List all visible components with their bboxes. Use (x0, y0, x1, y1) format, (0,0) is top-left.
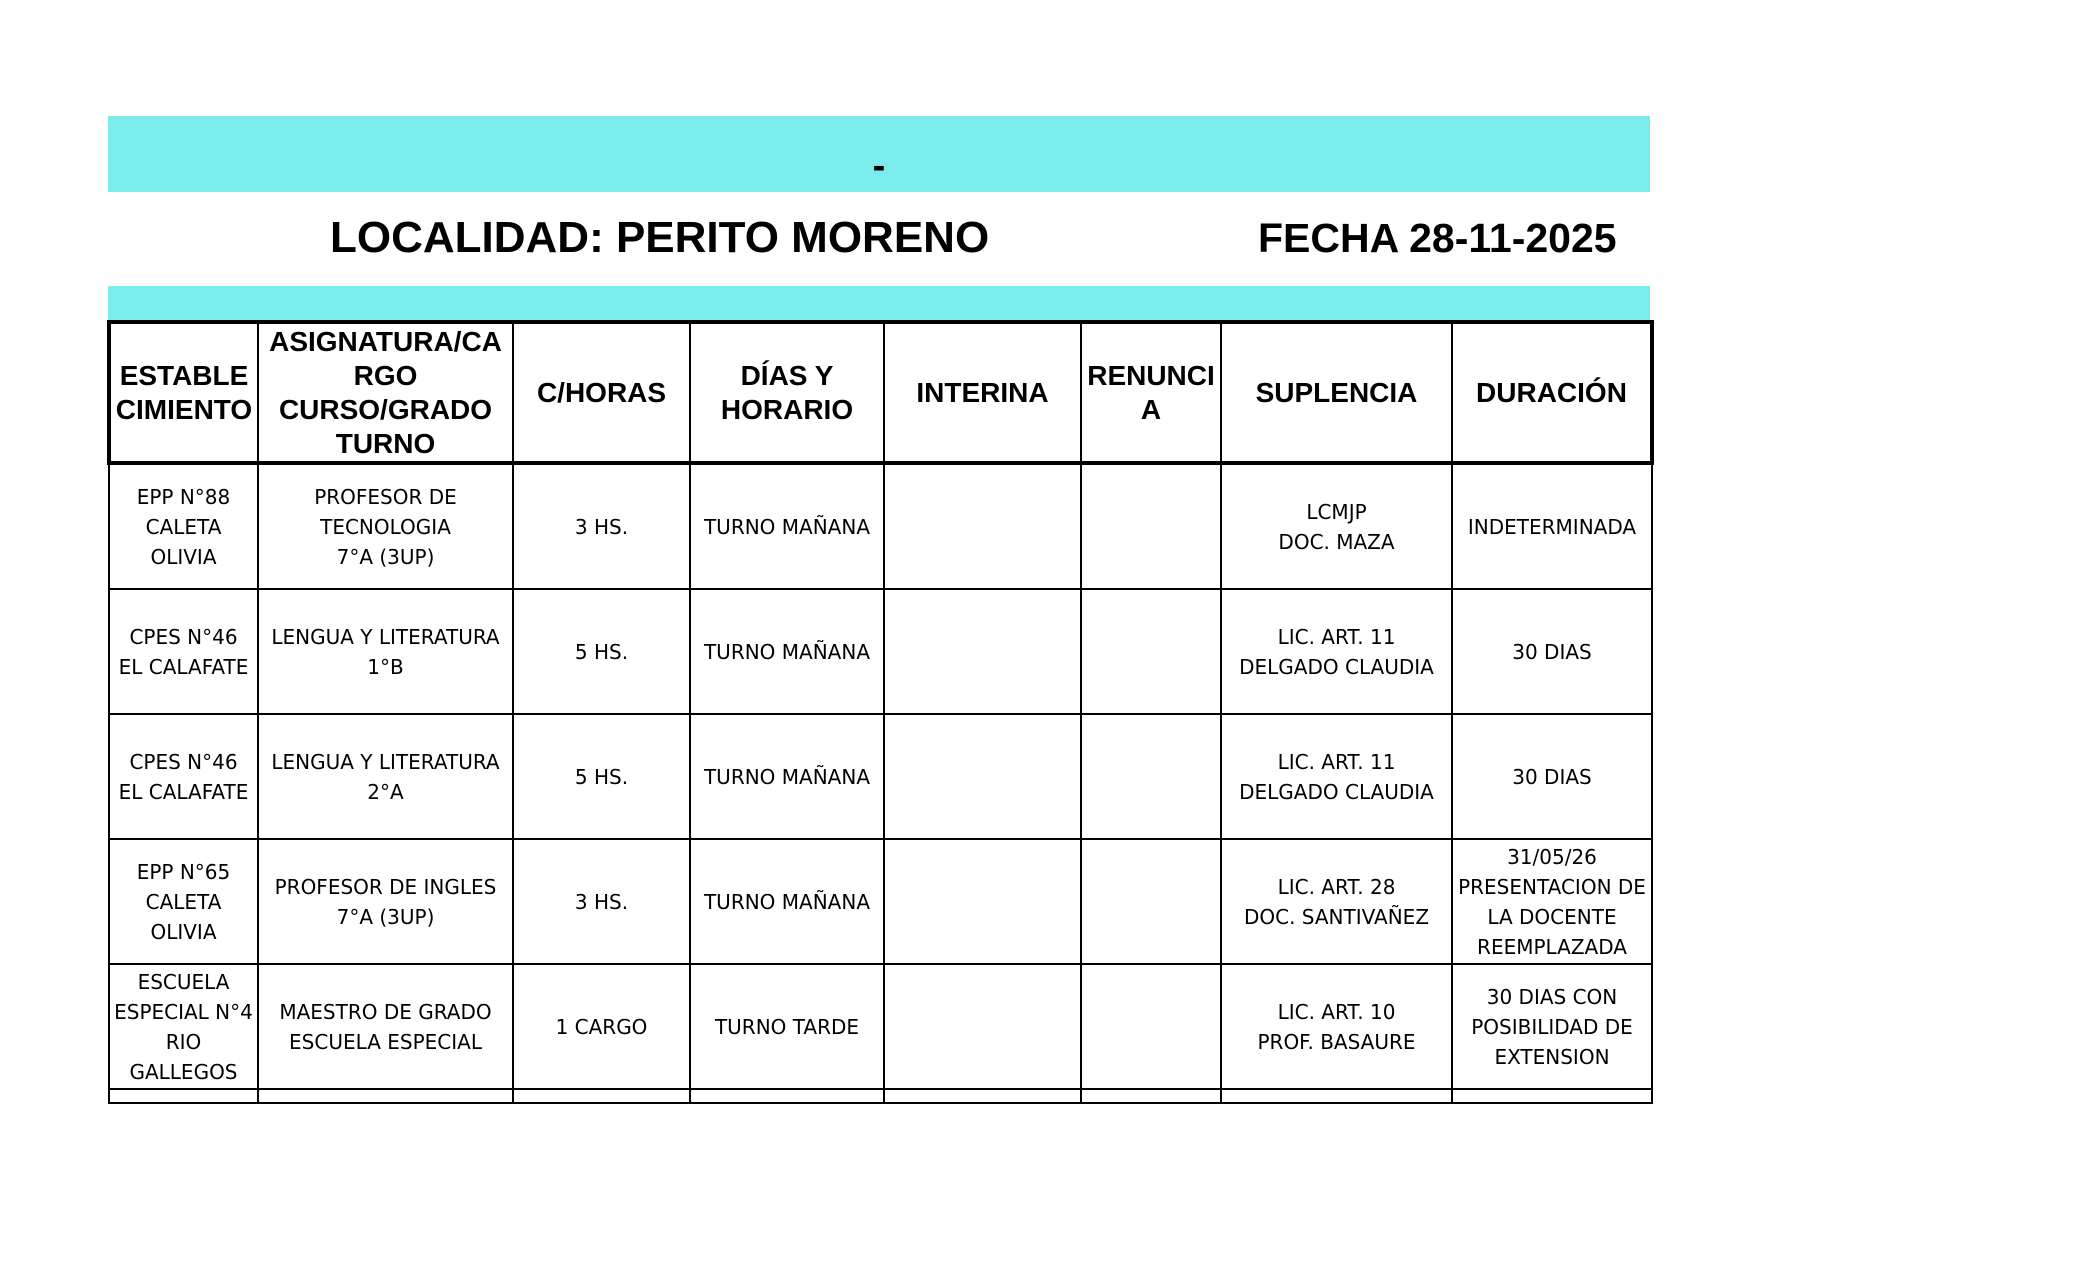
cell-line: PROFESOR DE (314, 484, 457, 509)
column-header-line: CURSO/GRADO (278, 393, 493, 425)
cell-line: LA DOCENTE (1487, 904, 1617, 929)
table-row (109, 589, 1652, 714)
column-header-line: A (1140, 393, 1162, 425)
cell-line: DOC. SANTIVAÑEZ (1243, 904, 1430, 929)
cell-line: TURNO MAÑANA (703, 889, 871, 914)
cell-line: PROF. BASAURE (1257, 1029, 1416, 1054)
column-header-line: C/HORAS (536, 376, 667, 408)
cell-line: ESCUELA (137, 969, 230, 994)
cell-duracion (1452, 463, 1652, 589)
column-header-renuncia (1081, 322, 1221, 463)
column-header-line: ASIGNATURA/CA (269, 325, 502, 357)
cell-establecimiento (109, 839, 258, 964)
cell-line: 7°A (3UP) (336, 904, 435, 929)
cell-renuncia (1081, 714, 1221, 839)
header-band-bottom (108, 286, 1650, 320)
cell-horas (513, 964, 690, 1089)
cell-interina (884, 463, 1081, 589)
cell-horas (513, 463, 690, 589)
column-header-line: RENUNCI (1087, 359, 1215, 391)
cell-line: POSIBILIDAD DE (1471, 1014, 1633, 1039)
spacer-cell (1081, 1089, 1221, 1103)
cell-line: 30 DIAS CON (1486, 984, 1618, 1009)
cell-line: TURNO TARDE (714, 1014, 860, 1039)
column-header-asignatura (258, 322, 513, 463)
cell-asignatura (258, 463, 513, 589)
cell-line: TURNO MAÑANA (703, 514, 871, 539)
cell-line: LCMJP (1306, 499, 1367, 524)
cell-asignatura (258, 839, 513, 964)
cell-line: CPES N°46 (129, 624, 238, 649)
cell-line: EL CALAFATE (118, 779, 249, 804)
spacer-cell (109, 1089, 258, 1103)
cell-line: RIO GALLEGOS (129, 1029, 238, 1084)
locality-title: LOCALIDAD: PERITO MORENO (330, 213, 990, 262)
cell-line: 2°A (367, 779, 404, 804)
cell-suplencia (1221, 714, 1452, 839)
column-header-line: TURNO (335, 427, 436, 459)
cell-establecimiento (109, 463, 258, 589)
cell-line: PRESENTACION DE (1458, 874, 1646, 899)
cell-line: ESPECIAL N°4 (114, 999, 253, 1024)
column-header-establecimiento (109, 322, 258, 463)
column-header-line: ESTABLE (119, 359, 249, 391)
cell-line: 1°B (367, 654, 404, 679)
table-row (109, 964, 1652, 1089)
cell-horario (690, 839, 884, 964)
cell-line: EL CALAFATE (118, 654, 249, 679)
header-band-top (108, 116, 1650, 192)
cell-line: LENGUA Y LITERATURA (271, 749, 500, 774)
spacer-cell (513, 1089, 690, 1103)
cell-line: EPP N°65 (136, 859, 231, 884)
table-row (109, 839, 1652, 964)
cell-asignatura (258, 589, 513, 714)
cell-line: 1 CARGO (555, 1014, 648, 1039)
cell-line: PROFESOR DE INGLES (274, 874, 497, 899)
spacer-cell (1221, 1089, 1452, 1103)
cell-line: REEMPLAZADA (1477, 934, 1627, 959)
cell-suplencia (1221, 839, 1452, 964)
cell-line: CALETA OLIVIA (145, 889, 222, 944)
cell-horario (690, 589, 884, 714)
column-header-line: DURACIÓN (1476, 376, 1627, 408)
cell-line: 7°A (3UP) (336, 544, 435, 569)
cell-line: EPP N°88 (136, 484, 231, 509)
cell-line: CPES N°46 (129, 749, 238, 774)
cell-line: CALETA OLIVIA (145, 514, 222, 569)
cell-asignatura (258, 714, 513, 839)
cell-horas (513, 839, 690, 964)
cell-line: 5 HS. (574, 639, 629, 664)
cell-renuncia (1081, 463, 1221, 589)
cell-line: INDETERMINADA (1467, 514, 1637, 539)
table-body (109, 463, 1652, 1103)
column-header-line: RGO (353, 359, 418, 391)
cell-establecimiento (109, 589, 258, 714)
cell-suplencia (1221, 589, 1452, 714)
spacer-cell (690, 1089, 884, 1103)
column-header-horas (513, 322, 690, 463)
column-header-horario (690, 322, 884, 463)
table-header-row (109, 322, 1652, 463)
cell-line: TURNO MAÑANA (703, 764, 871, 789)
cell-duracion (1452, 839, 1652, 964)
cell-line: MAESTRO DE GRADO (279, 999, 492, 1024)
cell-line: LIC. ART. 28 (1277, 874, 1396, 899)
cell-interina (884, 839, 1081, 964)
cell-interina (884, 964, 1081, 1089)
cell-suplencia (1221, 463, 1452, 589)
column-header-line: SUPLENCIA (1255, 376, 1418, 408)
cell-establecimiento (109, 964, 258, 1089)
cell-line: LIC. ART. 11 (1277, 749, 1396, 774)
cell-line: DOC. MAZA (1278, 529, 1395, 554)
cell-duracion (1452, 589, 1652, 714)
cell-duracion (1452, 964, 1652, 1089)
column-header-interina (884, 322, 1081, 463)
cell-line: TURNO MAÑANA (703, 639, 871, 664)
header-band-text: - (872, 145, 886, 187)
cell-line: 31/05/26 (1507, 844, 1597, 869)
cell-horas (513, 714, 690, 839)
cell-line: EXTENSION (1494, 1044, 1610, 1069)
cell-line: 3 HS. (574, 889, 629, 914)
cell-line: LIC. ART. 11 (1277, 624, 1396, 649)
spacer-cell (884, 1089, 1081, 1103)
spacer-cell (258, 1089, 513, 1103)
cell-establecimiento (109, 714, 258, 839)
cell-line: 3 HS. (574, 514, 629, 539)
cell-line: LIC. ART. 10 (1277, 999, 1396, 1024)
cell-suplencia (1221, 964, 1452, 1089)
cell-horario (690, 964, 884, 1089)
cell-line: ESCUELA ESPECIAL (289, 1029, 482, 1054)
cell-line: DELGADO CLAUDIA (1239, 654, 1434, 679)
column-header-duracion (1452, 322, 1652, 463)
cell-renuncia (1081, 589, 1221, 714)
cell-duracion (1452, 714, 1652, 839)
table-row (109, 463, 1652, 589)
cell-line: 5 HS. (574, 764, 629, 789)
cell-interina (884, 714, 1081, 839)
cell-line: TECNOLOGIA (320, 514, 451, 539)
cell-line: 30 DIAS (1512, 764, 1592, 789)
cell-interina (884, 589, 1081, 714)
date-title: FECHA 28-11-2025 (1258, 215, 1617, 261)
cell-line: DELGADO CLAUDIA (1239, 779, 1434, 804)
cell-line: LENGUA Y LITERATURA (271, 624, 500, 649)
column-header-line: CIMIENTO (115, 393, 253, 425)
column-header-suplencia (1221, 322, 1452, 463)
cell-horario (690, 714, 884, 839)
column-header-line: HORARIO (720, 393, 854, 425)
cell-horario (690, 463, 884, 589)
table-row (109, 714, 1652, 839)
spacer-cell (1452, 1089, 1652, 1103)
cell-asignatura (258, 964, 513, 1089)
table-spacer-row (109, 1089, 1652, 1103)
assignments-table (107, 320, 1654, 1104)
cell-horas (513, 589, 690, 714)
cell-renuncia (1081, 964, 1221, 1089)
cell-line: 30 DIAS (1512, 639, 1592, 664)
column-header-line: INTERINA (916, 376, 1049, 408)
column-header-line: DÍAS Y (740, 359, 834, 391)
cell-renuncia (1081, 839, 1221, 964)
